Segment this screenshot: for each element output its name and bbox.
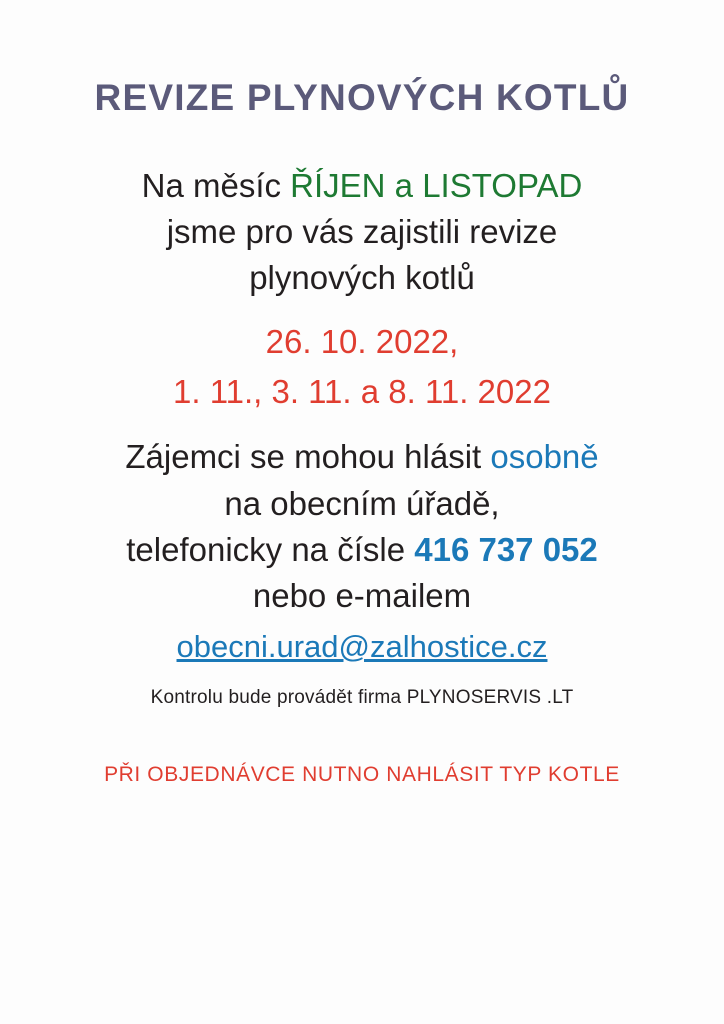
intro-line-1-prefix: Na měsíc	[141, 166, 291, 204]
contact-phone-prefix: telefonicky na čísle	[126, 530, 415, 568]
contact-line-3	[28, 527, 696, 573]
page-title: REVIZE PLYNOVÝCH KOTLŮ	[94, 77, 630, 118]
contact-email-link[interactable]: obecni.urad@zalhostice.cz	[176, 629, 548, 665]
contact-block	[28, 434, 696, 665]
contact-line-4: nebo e-mailem	[252, 577, 472, 614]
company-note: Kontrolu bude provádět firma PLYNOSERVIS .LT	[150, 687, 574, 709]
contact-line-1	[28, 434, 696, 480]
date-line-2: 1. 11., 3. 11. a 8. 11. 2022	[173, 372, 551, 410]
intro-line-2: jsme pro vás zajistili revize	[166, 212, 558, 250]
intro-months-highlight: ŘÍJEN a LISTOPAD	[290, 166, 583, 204]
footer-notice: PŘI OBJEDNÁVCE NUTNO NAHLÁSIT TYP KOTLE	[104, 763, 620, 787]
contact-phone-number[interactable]: 416 737 052	[414, 530, 598, 568]
intro-line-1	[28, 163, 696, 209]
contact-line-1-prefix: Zájemci se mohou hlásit	[125, 438, 491, 476]
contact-line-2: na obecním úřadě,	[224, 484, 500, 522]
intro-block	[28, 163, 696, 302]
date-line-1: 26. 10. 2022,	[265, 323, 459, 361]
intro-line-3: plynových kotlů	[249, 259, 475, 297]
dates-block	[28, 317, 696, 416]
contact-in-person-highlight: osobně	[490, 438, 599, 476]
